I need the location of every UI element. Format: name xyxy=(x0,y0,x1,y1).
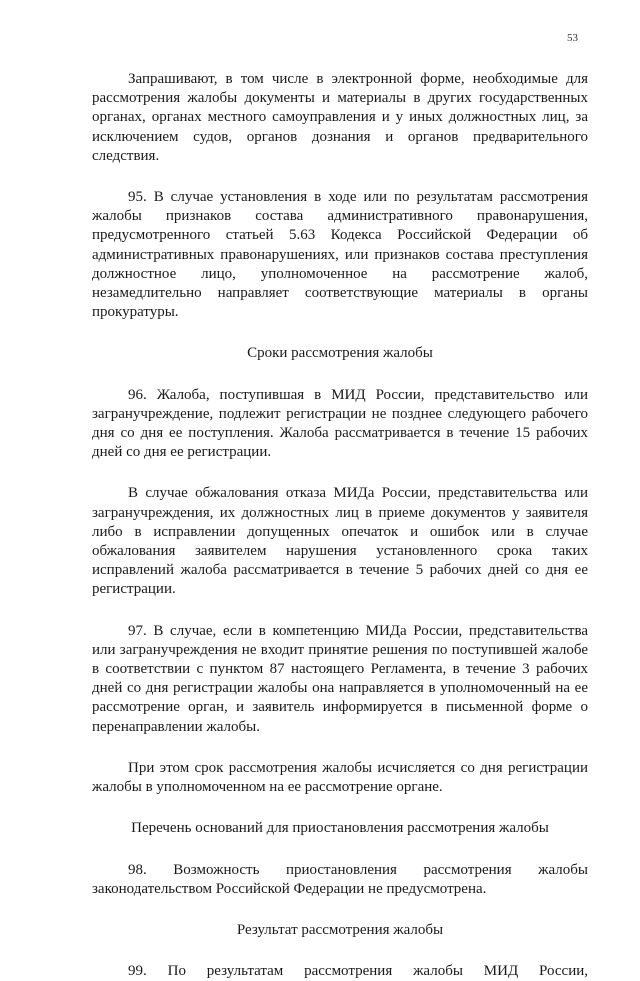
paragraph-95: 95. В случае установления в ходе или по результатам рассмотрения жалобы признаков состава административного правонарушения, предусмотренного статьей 5.63 Кодекса Российской Федерации об административных правонарушениях, или признаков состава преступления должностное лицо, уполномоченное на рассмотрение жалоб, незамедлительно направляет соответствующие материалы в органы прокуратуры. xyxy=(92,189,588,321)
paragraph-request-documents: Запрашивают, в том числе в электронной форме, необходимые для рассмотрения жалобы документы и материалы в других государственных органах, органах местного самоуправления и у иных должностных лиц, за исключением судов, органов дознания и органов предварительного следствия. xyxy=(92,71,588,164)
document-body xyxy=(92,70,588,981)
paragraph-97: 97. В случае, если в компетенцию МИДа России, представительства или загранучреждения не входит принятие решения по поступившей жалобе в соответствии с пунктом 87 настоящего Регламента, в течение 3 рабочих дней со дня регистрации жалобы она направляется в уполномоченный на ее рассмотрение орган, и заявитель информируется в письменной форме о перенаправлении жалобы. xyxy=(92,622,588,735)
page-number: 53 xyxy=(567,32,578,44)
paragraph-98: 98. Возможность приостановления рассмотрения жалобы законодательством Российской Федерации не предусмотрена. xyxy=(92,861,588,897)
paragraph-96-appeal-refusal: В случае обжалования отказа МИДа России, представительства или загранучреждения, их должностных лиц в приеме документов у заявителя либо в исправлении допущенных опечаток и ошибок или в случае обжалования заявителем нарушения установленного срока таких исправлений жалоба рассматривается в течение 5 рабочих дней со дня ее регистрации. xyxy=(92,485,588,598)
section-heading-suspension-grounds: Перечень оснований для приостановления рассмотрения жалобы xyxy=(131,820,549,837)
paragraph-97-term: При этом срок рассмотрения жалобы исчисляется со дня регистрации жалобы в уполномоченном на ее рассмотрение органе. xyxy=(92,759,588,796)
section-heading-review-terms: Сроки рассмотрения жалобы xyxy=(247,345,433,362)
paragraph-96: 96. Жалоба, поступившая в МИД России, представительство или загранучреждение, подлежит регистрации не позднее следующего рабочего дня со дня ее поступления. Жалоба рассматривается в течение 15 рабочих дней со дня ее регистрации. xyxy=(92,386,588,461)
paragraph-99: 99. По результатам рассмотрения жалобы МИД России, xyxy=(128,963,588,980)
section-heading-review-result: Результат рассмотрения жалобы xyxy=(236,921,444,938)
